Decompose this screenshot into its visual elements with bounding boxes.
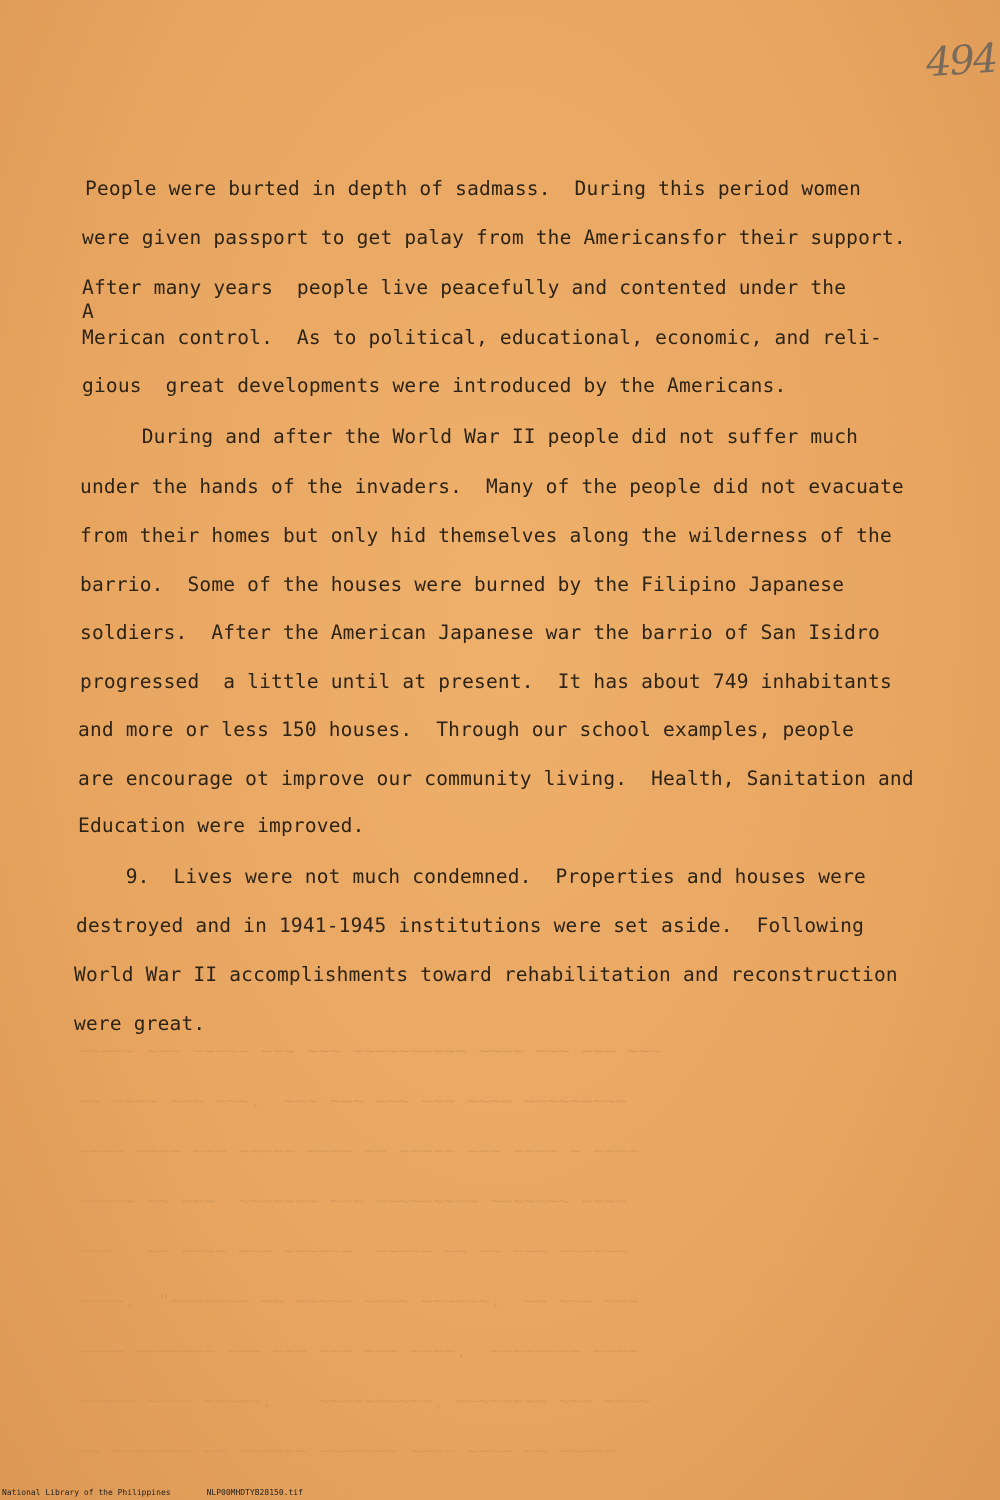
text-line: World War II accomplishments toward rehabilitation and reconstruction — [74, 963, 898, 986]
text-line: soldiers. After the American Japanese war the barrio of San Isidro — [80, 621, 880, 644]
text-line: under the hands of the invaders. Many of the people did not evacuate — [80, 475, 904, 498]
text-line: 9. Lives were not much condemned. Properties and houses were — [66, 865, 866, 888]
text-line: progressed a little until at present. It has about 749 inhabitants — [80, 670, 892, 693]
text-line: from their homes but only hid themselves along the wilderness of the — [80, 524, 892, 547]
text-line: are encourage ot improve our community living. Health, Sanitation and — [78, 767, 914, 790]
text-line: A — [82, 300, 94, 323]
bleed-through-text: ~~~~~ ~~~ ~~~~~ ~~~ ~~~ ~~~~~~~~~~ ~~~~ ~~~ ~~~ ~~~ — [78, 1040, 662, 1062]
bleed-through-text: ~~~~~ ~~~~ ~~~~~. ~~~~~~~~~~, ~~~~~~~~ ~~~ ~~~~ — [78, 1390, 650, 1412]
text-line: were given passport to get palay from the Americansfor their support. — [82, 226, 906, 249]
bleed-through-text: ~~ ~~~~~~~ ~~ ~~~~~~ ~~~~~~~ ~~~~ ~~~~ ~~ ~~~~~ — [78, 1440, 616, 1462]
text-line: After many years people live peacefully and contented under the — [82, 276, 847, 299]
bleed-through-text: ~~~~ ~~~~~~~ ~~~ ~~~ ~~~ ~~~ ~~~~. ~~~~~~~~ ~~~~ — [78, 1340, 639, 1362]
bleed-through-text: ~~~ ~~ ~~~~ ~~~ ~~~~~~ ~~~~~ ~~ ~~ ~~~ ~~~~~~ — [78, 1240, 628, 1262]
text-line: Merican control. As to political, educational, economic, and reli- — [82, 326, 882, 349]
footer-library: National Library of the Philippines — [2, 1488, 171, 1497]
bleed-through-text: ~~~~ ~~~~ ~~~ ~~~~~ ~~~~ ~~ ~~~~~ ~~~ ~~~~ ~ ~~~~ — [78, 1140, 639, 1162]
text-line: were great. — [74, 1012, 206, 1035]
text-line: barrio. Some of the houses were burned by the Filipino Japanese — [80, 573, 845, 596]
text-line: and more or less 150 houses. Through our school examples, people — [78, 718, 855, 741]
bleed-through-text: ~~ ~~~~ ~~~ ~~~. ~~~ ~~~ ~~~ ~~~ ~~~~ ~~~~~~~~~ — [78, 1090, 628, 1112]
text-line: destroyed and in 1941-1945 institutions were set aside. Following — [76, 914, 865, 937]
text-line: During and after the World War II people did not suffer much — [82, 425, 859, 448]
bleed-through-text: ~~~~~ ~~ ~~~ ~~~~~~~ ~~~ ~~~~~~~~~ ~~~~~~~ ~~~~ — [78, 1190, 628, 1212]
bleed-through-text: ~~~~. "~~~~~~~ ~~ ~~~~~ ~~~~ ~~~~~~. ~~ ~~~ ~~~ — [78, 1290, 639, 1312]
text-line: Education were improved. — [78, 814, 365, 837]
text-line: gious great developments were introduced by the Americans. — [82, 374, 787, 397]
text-line: People were burted in depth of sadmass. During this period women — [85, 177, 862, 200]
footer-file: NLP00MHDTYB28150.tif — [206, 1488, 303, 1497]
scan-footer — [2, 1488, 339, 1497]
handwritten-page-number: 494 — [924, 35, 998, 87]
